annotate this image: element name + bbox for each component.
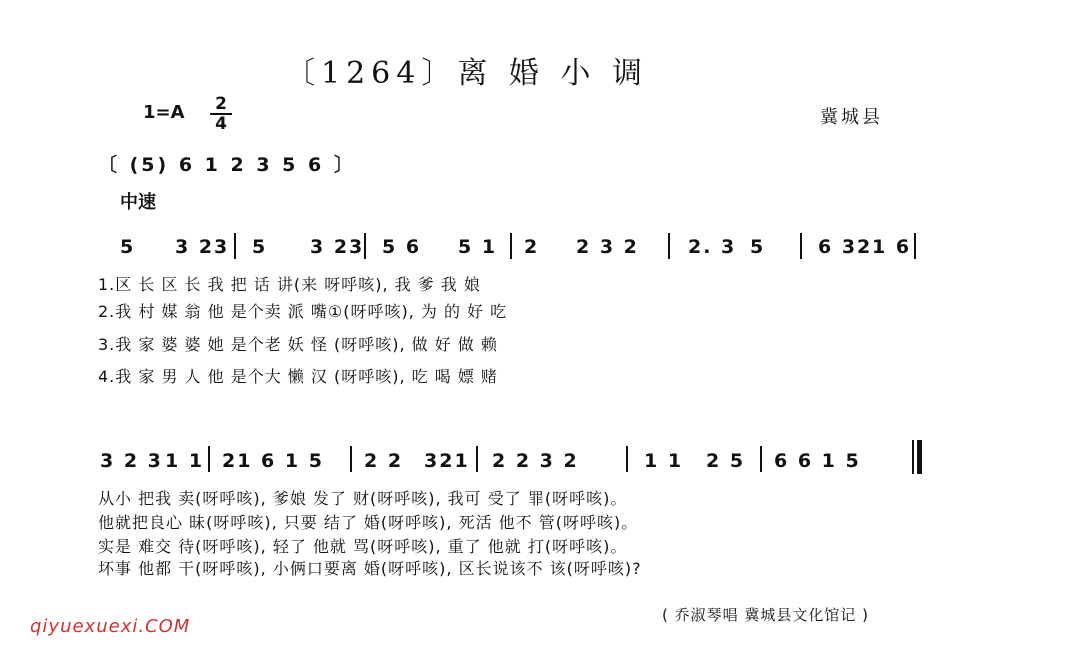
s1-lyric-line: 1.区 长 区 长 我 把 话 讲(来 呀呼咳), 我 爹 我 娘 [98,275,481,294]
tempo-marking: 中速 [120,192,156,213]
barline [760,446,762,472]
barline [364,233,366,259]
s2-note: 21 6 1 5 [222,450,324,472]
song-origin: 冀城县 [820,107,883,128]
performer-credit: ( 乔淑琴唱 冀城县文化馆记 ) [662,606,870,624]
s1-note: 3 23 [175,236,230,258]
final-barline-thin [912,440,914,474]
s2-note: 1 1 [165,450,205,472]
barline [914,233,916,259]
s1-note: 2. 3 [688,236,737,258]
barline [476,446,478,472]
s1-lyric-line: 3.我 家 婆 婆 她 是个老 妖 怪 (呀呼咳), 做 好 做 赖 [98,335,498,354]
s2-lyric-line: 坏事 他都 干(呀呼咳), 小俩口要离 婚(呀呼咳), 区长说该不 该(呀呼咳)? [98,559,642,578]
s2-note: 2 2 [364,450,404,472]
s1-note: 2 3 2 [576,236,639,258]
barline [626,446,628,472]
s1-note: 5 [252,236,268,258]
s1-note: 3 23 [310,236,365,258]
s2-note: 2 2 3 2 [492,450,579,472]
barline [234,233,236,259]
s1-note: 5 1 [458,236,498,258]
barline [510,233,512,259]
s2-note: 3 2 3 [100,450,163,472]
barline [668,233,670,259]
key-signature: 1=A [143,102,185,123]
s1-note: 5 6 [382,236,422,258]
s2-note: 6 6 1 5 [774,450,861,472]
s2-note: 321 [424,450,470,472]
s1-lyric-line: 4.我 家 男 人 他 是个大 懒 汉 (呀呼咳), 吃 喝 嫖 赌 [98,367,498,386]
barline [208,446,210,472]
song-title: 〔1264〕离 婚 小 调 [285,56,648,91]
final-barline-thick [917,440,922,474]
s2-lyric-line: 他就把良心 昧(呀呼咳), 只要 结了 婚(呀呼咳), 死活 他不 管(呀呼咳)。 [98,513,639,532]
s2-note: 2 5 [706,450,746,472]
s1-note: 1 6 [872,236,912,258]
s1-note: 6 32 [818,236,873,258]
time-signature: 2 4 [210,96,232,132]
s1-note: 2 [524,236,540,258]
intro-notes: 〔 (5) 6 1 2 3 5 6 〕 [98,154,356,176]
s2-note: 1 1 [644,450,684,472]
watermark: qiyuexuexi.COM [30,616,191,637]
s2-lyric-line: 实是 难交 待(呀呼咳), 轻了 他就 骂(呀呼咳), 重了 他就 打(呀呼咳)。 [98,537,628,556]
s1-note: 5 [120,236,136,258]
s1-lyric-line: 2.我 村 媒 翁 他 是个卖 派 嘴①(呀呼咳), 为 的 好 吃 [98,302,508,321]
s2-lyric-line: 从小 把我 卖(呀呼咳), 爹娘 发了 财(呀呼咳), 我可 受了 罪(呀呼咳)。 [98,489,628,508]
s1-note: 5 [750,236,766,258]
barline [800,233,802,259]
barline [350,446,352,472]
